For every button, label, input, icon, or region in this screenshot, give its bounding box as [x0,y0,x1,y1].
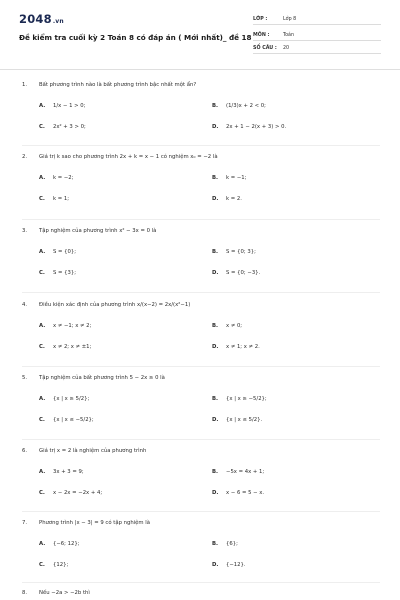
option-text: {x | x ≤ 5/2}. [226,417,263,423]
option-b[interactable] [212,249,256,255]
option-label: D. [212,196,219,202]
question-number: 8. [22,590,28,596]
option-c[interactable] [39,344,91,350]
option-b[interactable] [212,103,266,109]
option-c[interactable] [39,490,102,496]
option-d[interactable] [212,196,242,202]
option-text: x ≠ 0; [226,323,243,329]
meta-underline [253,53,381,54]
option-label: B. [212,249,219,255]
meta-key: MÔN : [253,33,270,38]
option-text: x ≠ 2; x ≠ ±1; [53,344,92,350]
question-stem: Phương trình |x − 3| = 9 có tập nghiệm là [39,520,150,526]
option-text: k = 2. [226,196,242,202]
option-label: D. [212,344,219,350]
option-d[interactable] [212,562,246,568]
question-stem: Giá trị x = 2 là nghiệm của phương trình [39,448,147,454]
option-d[interactable] [212,270,260,276]
option-text: {−12}. [226,562,246,568]
question-stem: Tập nghiệm của phương trình x² − 3x = 0 là [39,228,157,234]
option-text: 2x² + 3 > 0; [53,124,86,130]
option-b[interactable] [212,469,264,475]
question-text [22,154,218,160]
option-label: B. [212,103,219,109]
question-separator [22,511,380,512]
option-a[interactable] [39,469,84,475]
question-text [22,448,146,454]
option-label: A. [39,469,46,475]
question-separator [22,292,380,293]
option-text: −5x = 4x + 1; [226,469,265,475]
question-separator [22,439,380,440]
option-label: A. [39,103,46,109]
option-label: B. [212,396,219,402]
meta-key: LỚP : [253,17,268,22]
question-number: 7. [22,520,28,526]
question-separator [22,366,380,367]
option-label: D. [212,124,219,130]
meta-key: SỐ CÂU : [253,46,277,51]
option-a[interactable] [39,541,80,547]
option-a[interactable] [39,323,91,329]
question-stem: Tập nghiệm của bất phương trình 5 − 2x ≥ 0 là [39,375,165,381]
option-label: A. [39,541,46,547]
header [0,0,400,70]
question-text [22,302,190,308]
question-stem: Điều kiện xác định của phương trình x/(x−2) = 2x/(x²−1) [39,302,191,308]
option-text: k = −1; [226,175,247,181]
meta-underline [253,40,381,41]
question-separator [22,219,380,220]
option-label: D. [212,417,219,423]
option-d[interactable] [212,490,264,496]
option-label: A. [39,396,46,402]
option-text: {−6; 12}; [53,541,80,547]
option-b[interactable] [212,323,242,329]
question-separator [22,145,380,146]
question-text [22,375,165,381]
option-a[interactable] [39,103,85,109]
option-label: D. [212,270,219,276]
option-c[interactable] [39,196,69,202]
option-label: D. [212,562,219,568]
question-number: 2. [22,154,28,160]
option-label: C. [39,344,45,350]
option-text: 1/x − 1 > 0; [53,103,86,109]
option-text: {x | x ≥ 5/2}; [53,396,90,402]
option-c[interactable] [39,270,76,276]
option-text: S = {0; 3}; [226,249,256,255]
option-label: A. [39,323,46,329]
option-text: {x | x ≤ −5/2}; [53,417,94,423]
question-separator [22,582,380,583]
option-d[interactable] [212,124,286,130]
option-text: k = 1; [53,196,70,202]
option-text: 2x + 1 − 2(x + 3) > 0. [226,124,287,130]
option-label: C. [39,124,45,130]
option-b[interactable] [212,396,267,402]
option-text: S = {0; −3}. [226,270,261,276]
option-a[interactable] [39,249,76,255]
option-c[interactable] [39,562,68,568]
meta-underline [253,24,381,25]
question-number: 4. [22,302,28,308]
option-label: D. [212,490,219,496]
option-label: B. [212,323,219,329]
option-b[interactable] [212,541,238,547]
question-text [22,228,156,234]
option-label: B. [212,175,219,181]
question-number: 6. [22,448,28,454]
option-label: C. [39,562,45,568]
option-label: C. [39,196,45,202]
option-text: S = {3}; [53,270,77,276]
option-b[interactable] [212,175,246,181]
option-text: x ≠ 1; x ≠ 2. [226,344,260,350]
logo-suffix: .vn [52,18,64,25]
question-text [22,520,150,526]
option-text: k = −2; [53,175,74,181]
document-title: Đề kiểm tra cuối kỳ 2 Toán 8 có đáp án ( Mới nhất)_ đề 18 [19,33,252,42]
question-number: 5. [22,375,28,381]
option-text: {x | x ≥ −5/2}; [226,396,267,402]
option-text: S = {0}; [53,249,77,255]
meta-value: Lớp 8 [283,17,297,22]
option-text: x − 6 = 5 − x. [226,490,265,496]
question-text [22,82,196,88]
option-label: C. [39,417,45,423]
option-a[interactable] [39,175,73,181]
header-divider [0,69,400,70]
question-number: 1. [22,82,28,88]
option-label: B. [212,469,219,475]
site-logo[interactable] [19,12,64,26]
option-text: {6}; [226,541,238,547]
question-number: 3. [22,228,28,234]
meta-value: 20 [283,46,290,51]
option-c[interactable] [39,417,94,423]
option-c[interactable] [39,124,86,130]
option-text: x ≠ −1; x ≠ 2; [53,323,92,329]
option-label: A. [39,249,46,255]
option-text: (1/3)x + 2 < 0; [226,103,266,109]
option-label: B. [212,541,219,547]
option-label: C. [39,490,45,496]
meta-value: Toán [283,33,295,38]
question-stem: Nếu −2a > −2b thì [39,590,90,596]
option-label: C. [39,270,45,276]
logo-text: 2048 [19,12,52,26]
option-text: {12}; [53,562,69,568]
option-label: A. [39,175,46,181]
option-a[interactable] [39,396,89,402]
option-d[interactable] [212,344,260,350]
question-stem: Giá trị k sao cho phương trình 2x + k = x − 1 có nghiệm x₀ = −2 là [39,154,218,160]
question-text [22,590,90,596]
option-text: 3x + 3 = 9; [53,469,84,475]
option-text: x − 2x = −2x + 4; [53,490,103,496]
question-stem: Bất phương trình nào là bất phương trình bậc nhất một ẩn? [39,82,197,88]
option-d[interactable] [212,417,262,423]
